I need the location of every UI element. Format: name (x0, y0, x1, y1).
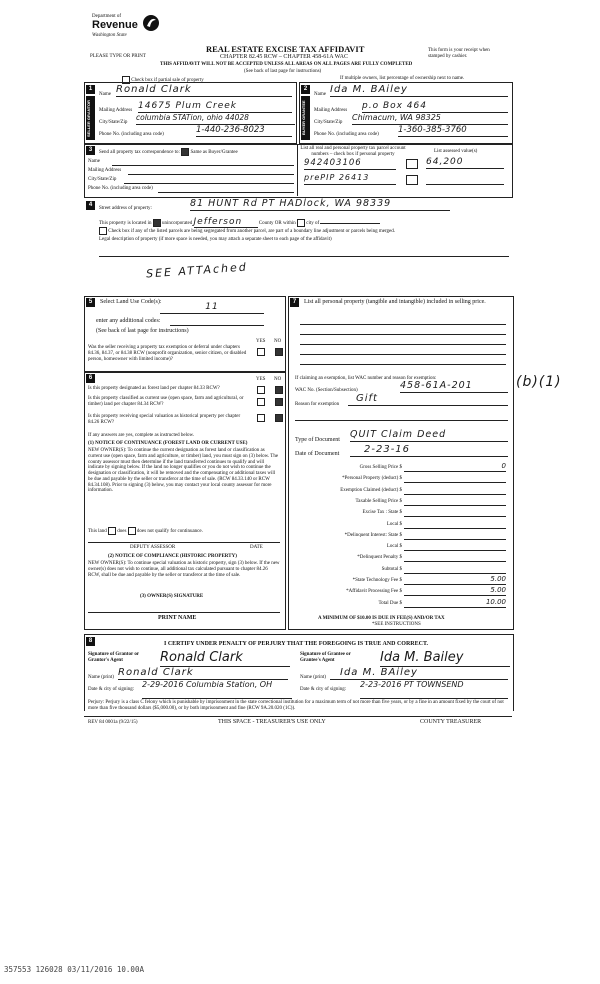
fee-label: *Delinquent Interest: State $ (344, 532, 402, 538)
sec6-no: NO (274, 377, 282, 382)
street-field[interactable]: 81 HUNT Rd PT HADlock, WA 98339 (190, 198, 450, 211)
form-warning: THIS AFFIDAVIT WILL NOT BE ACCEPTED UNLESS ALL AREAS ON ALL PAGES ARE FULLY COMPLETED (160, 62, 413, 67)
grantor-signature-field[interactable]: Ronald Clark (160, 650, 290, 667)
fee-row (300, 598, 510, 609)
forest-yes-checkbox[interactable] (257, 386, 265, 394)
exemption-reason-label: Reason for exemption (295, 402, 340, 407)
multi-owner-note: If multiple owners, list percentage of ownership next to name. (340, 76, 465, 81)
if-yes-note: If any answers are yes, complete as instructed below. (88, 433, 195, 438)
forest-question: Is this property designated as forest land per chapter 84.33 RCW? (88, 386, 220, 391)
fee-row (300, 552, 510, 563)
dor-logo (92, 14, 164, 48)
continuance-row: This land does does not qualify for continuance. (88, 527, 203, 535)
corr-phone-label: Phone No. (including area code) (88, 186, 153, 191)
historic-no-checkbox[interactable] (275, 414, 283, 422)
fee-value[interactable] (404, 507, 506, 517)
fee-label: Taxable Selling Price $ (355, 498, 402, 504)
fee-label: Subtotal $ (381, 566, 402, 572)
fee-value[interactable] (404, 485, 506, 495)
minimum-fee-note: A MINIMUM OF $10.00 IS DUE IN FEE(S) AND/OR TAX (318, 616, 445, 621)
form-chapter: CHAPTER 82.45 RCW – CHAPTER 458-61A WAC (220, 54, 348, 60)
see-instructions: *SEE INSTRUCTIONS (372, 622, 421, 627)
section-4-number: 4 (86, 201, 95, 210)
fee-label: Total Due $ (378, 600, 402, 606)
recording-stamp: 357553 126028 03/11/2016 10.00A (4, 965, 144, 974)
fee-row (300, 519, 510, 530)
grantor-name-label: Name (print) (88, 675, 114, 680)
fee-label: Excise Tax : State $ (362, 510, 402, 516)
partial-sale-label: Check box if partial sale of property (122, 76, 204, 84)
historic-question: Is this property receiving special valuation as historical property per chapter 84.26 RCW? (88, 414, 241, 425)
parcel-header: List all real and personal property tax parcel account numbers – check box if personal property (300, 146, 406, 157)
same-as-buyer-checkbox[interactable] (181, 148, 189, 156)
notice1-title: (1) NOTICE OF CONTINUANCE (FOREST LAND OR CURRENT USE) (88, 441, 248, 446)
does-not-checkbox[interactable] (128, 527, 136, 535)
deputy-date-label: DATE (250, 545, 263, 550)
fee-value[interactable]: 5.00 (404, 575, 506, 585)
fee-label: *Personal Property (deduct) $ (342, 476, 402, 482)
current-use-no-checkbox[interactable] (275, 398, 283, 406)
section-1-number: 1 (86, 85, 95, 94)
fee-row (300, 462, 510, 473)
segregated-row: Check box if any of the listed parcels are being segregated from another parcel, are part of a boundary line adjustment or parcels being merged. (99, 227, 395, 235)
grantee-signature-label: Signature of Grantee or Grantee's Agent (300, 652, 351, 663)
fee-value[interactable] (404, 496, 506, 506)
buyer-city-field[interactable]: Chimacum, WA 98325 (352, 113, 508, 125)
notice1-body: NEW OWNER(S): To continue the current designation as forest land or classification as current use (open space, farm and agriculture, or timber) land, you must sign on (3) below. The county assessor must then determine if the land transferred continues to qualify and will indicate by signing below. If the land no longer qualifies or you do not wish to continue the designation or classification, it will be removed and the compensating or additional taxes will be due and payable by the seller or transferor at the time of sale. (RCW 84.33.140 or RCW 84.34.108). Prior to signing (3) below, you may contact your local county assessor for more information. (88, 448, 279, 494)
buyer-city-label: City/State/Zip (314, 120, 343, 125)
form-see-back: (See back of last page for instructions) (244, 69, 322, 74)
wac-margin-note: (b)(1) (516, 374, 562, 390)
buyer-grantee-tab: BUYER GRANTEE (301, 96, 310, 140)
sec5-yes: YES (256, 339, 266, 344)
dept-line3: Washington State (92, 33, 127, 38)
buyer-phone-field[interactable]: 1-360-385-3760 (398, 125, 508, 137)
fee-value[interactable] (404, 541, 506, 551)
grantee-signature-field[interactable]: Ida M. Bailey (380, 650, 510, 667)
section-2-number: 2 (301, 85, 310, 94)
treasurer-use-only: THIS SPACE - TREASURER'S USE ONLY (218, 719, 326, 725)
print-name-label: PRINT NAME (158, 615, 197, 621)
assessed-value-box-1 (406, 159, 418, 169)
section-5-number: 5 (86, 298, 95, 307)
assessed-header: List assessed value(s) (434, 149, 478, 154)
forest-no-checkbox[interactable] (275, 386, 283, 394)
grantee-date-field[interactable]: 2-23-2016 PT TOWNSEND (360, 680, 508, 699)
corr-name-label: Name (88, 159, 100, 164)
buyer-name-field[interactable]: Ida M. BAiley (330, 84, 508, 97)
dept-line1: Department of (92, 14, 122, 19)
corr-mailing-label: Mailing Address (88, 168, 122, 173)
buyer-mailing-field[interactable]: p.o Box 464 (362, 101, 508, 113)
buyer-mailing-label: Mailing Address (314, 108, 348, 113)
rev-number: REV 84 0001a (9/22/15) (88, 720, 138, 725)
sec6-yes: YES (256, 377, 266, 382)
exemption-reason-field[interactable]: Gift (348, 393, 508, 406)
seller-phone-field[interactable]: 1-440-236-8023 (196, 125, 292, 137)
fee-value[interactable] (404, 564, 506, 574)
seller-grantor-tab: SELLER GRANTOR (86, 96, 95, 140)
section-3-number: 3 (86, 146, 95, 155)
deputy-assessor-label: DEPUTY ASSESSOR (130, 545, 176, 550)
parcel-number-1[interactable]: 942403106 (304, 158, 396, 170)
fee-value[interactable] (404, 519, 506, 529)
fee-value[interactable] (404, 552, 506, 562)
notice2-body: NEW OWNER(S): To continue special valuation as historic property, sign (3) below. If the new owner(s) does not wish to continue, all additional tax calculated pursuant to chapter 84.26 RCW, shall be due and payable by the seller or transferor at the time of sale. (88, 561, 280, 578)
fee-row (300, 507, 510, 518)
located-row: This property is located in unincorporated Jefferson County OR within city of (99, 217, 380, 228)
does-checkbox[interactable] (108, 527, 116, 535)
county-field[interactable]: Jefferson (194, 217, 258, 228)
wac-field[interactable]: 458-61A-201 (400, 380, 508, 393)
land-use-field[interactable]: 11 (160, 302, 264, 314)
grantor-date-field[interactable]: 2-29-2016 Columbia Station, OH (142, 680, 292, 699)
additional-codes-label: enter any additional codes: (96, 318, 161, 324)
fee-label: *Affidavit Processing Fee $ (346, 589, 402, 595)
buyer-name-label: Name (314, 92, 326, 97)
county-treasurer-label: COUNTY TREASURER (420, 719, 482, 725)
owner-signature-label: (3) OWNER(S) SIGNATURE (140, 594, 204, 599)
assessed-value-box-2 (406, 175, 418, 185)
seller-name-label: Name (99, 92, 111, 97)
section-6-box (84, 372, 286, 630)
send-correspondence-label: Send all property tax correspondence to: Same as Buyer/Grantee (99, 148, 238, 156)
doc-type-label: Type of Document (295, 437, 340, 443)
parcel-number-2[interactable]: prePIP 26413 (304, 173, 396, 185)
doc-date-field[interactable]: 2-23-16 (350, 444, 508, 457)
fee-value[interactable]: 5.00 (404, 586, 506, 596)
fee-row (300, 496, 510, 507)
seller-mailing-label: Mailing Address (99, 108, 133, 113)
fee-value[interactable] (404, 530, 506, 540)
unincorporated-checkbox[interactable] (153, 219, 161, 227)
seller-city-field[interactable]: columbia STATion, ohio 44028 (136, 113, 295, 125)
fee-row (300, 575, 510, 586)
assessed-value-1[interactable]: 64,200 (426, 157, 504, 169)
fee-row (300, 485, 510, 496)
legal-desc-label: Legal description of property (if more space is needed, you may attach a separate sheet to each page of the affidavit) (99, 237, 332, 242)
fee-label: *State Technology Fee $ (352, 578, 402, 583)
grantee-name-field[interactable]: Ida M. BAiley (330, 667, 508, 680)
seller-mailing-field[interactable]: 14675 Plum Creek (138, 101, 292, 113)
fee-row (300, 541, 510, 552)
fee-row (300, 530, 510, 541)
section-7-number: 7 (290, 298, 299, 307)
exemption-question: Was the seller receiving a property tax exemption or deferral under chapters 84.36, 84.37, or 84.38 RCW (nonprofit organization, senior citizen, or disabled person, homeowner with limited income)? (88, 345, 247, 362)
fee-value[interactable] (404, 473, 506, 483)
fee-value[interactable]: 0 (404, 462, 506, 472)
fee-value[interactable]: 10.00 (404, 598, 506, 608)
dor-logo-icon (142, 14, 160, 32)
grantee-date-label: Date & city of signing: (300, 687, 347, 692)
doc-type-field[interactable]: QUIT Claim Deed (350, 429, 508, 442)
sec5-no: NO (274, 339, 282, 344)
buyer-phone-label: Phone No. (including area code) (314, 132, 379, 137)
land-use-label: Select Land Use Code(s): (100, 299, 162, 305)
fee-label: *Delinquent Penalty $ (357, 555, 402, 561)
grantee-name-label: Name (print) (300, 675, 326, 680)
perjury-notice: Perjury: Perjury is a class C felony which is punishable by imprisonment in the state correctional institution for a maximum term of not more than five years, or by a fine in an amount fixed by the court of not more than five thousand dollars ($5,000.00), or by both imprisonment and fine (RCW 9A.20.020 (1C)). (88, 700, 504, 711)
street-label: Street address of property: (99, 206, 152, 211)
legal-desc-value[interactable]: SEE ATTAched (145, 260, 249, 281)
historic-yes-checkbox[interactable] (257, 414, 265, 422)
fee-row (300, 473, 510, 484)
seller-phone-label: Phone No. (including area code) (99, 132, 164, 137)
grantor-name-field[interactable]: Ronald Clark (118, 667, 288, 680)
receipt-note: This form is your receipt when stamped by cashier. (428, 48, 490, 59)
personal-property-label: List all personal property (tangible and intangible) included in selling price. (304, 299, 486, 305)
corr-city-label: City/State/Zip (88, 177, 117, 182)
please-type: PLEASE TYPE OR PRINT (90, 54, 146, 59)
wac-label: WAC No. (Section/Subsection) (295, 388, 358, 393)
fee-label: Local $ (386, 521, 402, 527)
current-use-question: Is this property classified as current use (open space, farm and agricultural, or timber) land per chapter 84.34 RCW? (88, 396, 244, 407)
fee-label: Local $ (386, 544, 402, 550)
fee-row (300, 586, 510, 597)
within-city-checkbox[interactable] (297, 219, 305, 227)
seller-name-field[interactable]: Ronald Clark (116, 84, 292, 97)
doc-date-label: Date of Document (295, 451, 340, 457)
form-title: REAL ESTATE EXCISE TAX AFFIDAVIT (206, 44, 365, 54)
fee-label: Gross Selling Price $ (359, 465, 402, 470)
fee-label: Exemption Claimed (deduct) $ (340, 487, 402, 493)
notice2-title: (2) NOTICE OF COMPLIANCE (HISTORIC PROPERTY) (108, 554, 237, 559)
current-use-yes-checkbox[interactable] (257, 398, 265, 406)
section-6-number: 6 (86, 374, 95, 383)
seller-city-label: City/State/Zip (99, 120, 128, 125)
exemption-claim-label: If claiming an exemption, list WAC number and reason for exemption: (295, 376, 437, 381)
exempt-no-checkbox[interactable] (275, 348, 283, 356)
fee-row (300, 564, 510, 575)
exempt-yes-checkbox[interactable] (257, 348, 265, 356)
dept-line2: Revenue (92, 19, 138, 31)
section-8-number: 8 (86, 637, 95, 646)
segregated-checkbox[interactable] (99, 227, 107, 235)
grantor-signature-label: Signature of Grantor or Grantor's Agent (88, 652, 139, 663)
land-use-see-back: (See back of last page for instructions) (96, 328, 189, 334)
grantor-date-label: Date & city of signing: (88, 687, 135, 692)
certify-statement: I CERTIFY UNDER PENALTY OF PERJURY THAT THE FOREGOING IS TRUE AND CORRECT. (164, 641, 429, 647)
